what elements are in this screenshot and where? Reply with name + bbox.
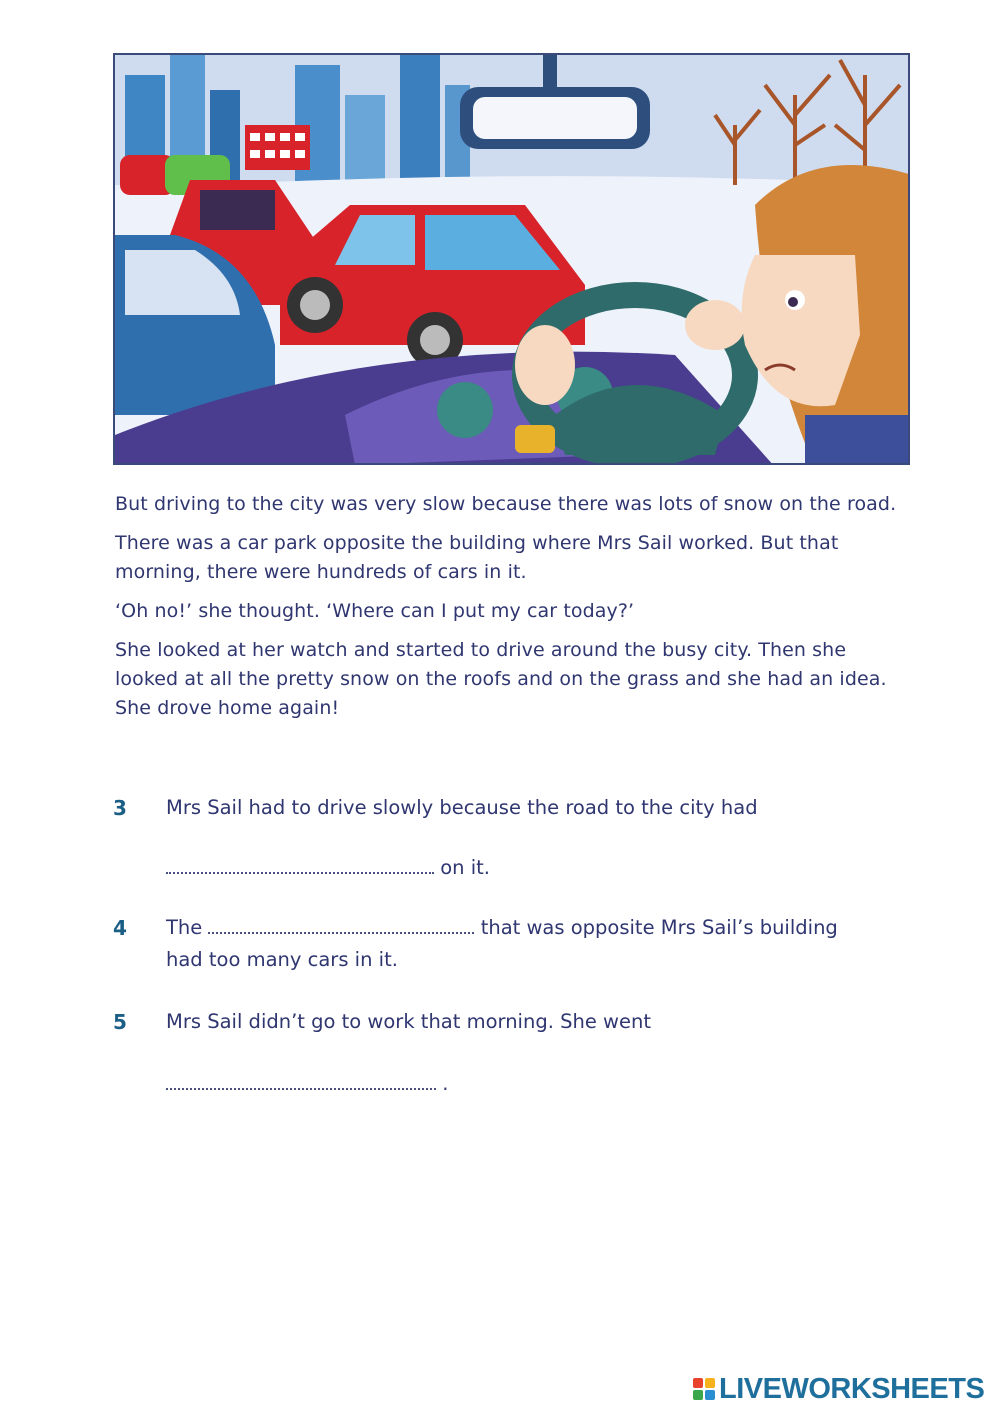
story-paragraph-1: But driving to the city was very slow because there was lots of snow on the road. — [115, 493, 897, 515]
question-text: Mrs Sail had to drive slowly because the road to the city had — [166, 796, 758, 819]
question-text — [166, 912, 906, 976]
story-paragraph-3: ‘Oh no!’ she thought. ‘Where can I put my car today?’ — [115, 600, 635, 622]
answer-blank-4[interactable] — [208, 914, 474, 934]
logo-square — [705, 1378, 715, 1388]
traffic-jam-scene — [115, 55, 910, 465]
question-answer-line — [166, 852, 490, 884]
answer-blank-5[interactable] — [166, 1070, 436, 1090]
question-number: 5 — [113, 1010, 127, 1034]
liveworksheets-logo — [693, 1372, 984, 1406]
question-text-line2: had too many cars in it. — [166, 948, 398, 971]
question-answer-line — [166, 1068, 448, 1100]
logo-square — [705, 1390, 715, 1400]
question-text-after: that was opposite Mrs Sail’s building — [480, 916, 838, 939]
question-text-after: . — [442, 1072, 449, 1095]
logo-square — [693, 1390, 703, 1400]
story-illustration — [113, 53, 910, 465]
question-5 — [113, 1006, 913, 1106]
question-text-after: on it. — [440, 856, 490, 879]
story-paragraph-2: There was a car park opposite the building where Mrs Sail worked. But that morning, there were hundreds of cars in it. — [115, 532, 839, 583]
story-paragraph-4: She looked at her watch and started to drive around the busy city. Then she looked at all the pretty snow on the roofs and on the grass and she had an idea. She drove home again! — [115, 639, 887, 719]
question-number: 3 — [113, 796, 127, 820]
answer-blank-3[interactable] — [166, 854, 434, 874]
question-4 — [113, 912, 913, 982]
red-bus — [245, 125, 310, 170]
story-text — [115, 490, 915, 733]
question-3 — [113, 792, 913, 892]
question-number: 4 — [113, 916, 127, 940]
question-text: Mrs Sail didn’t go to work that morning. She went — [166, 1010, 651, 1033]
logo-icon — [693, 1378, 715, 1400]
question-text-before: The — [166, 916, 203, 939]
logo-text: LIVEWORKSHEETS — [719, 1372, 985, 1405]
logo-square — [693, 1378, 703, 1388]
